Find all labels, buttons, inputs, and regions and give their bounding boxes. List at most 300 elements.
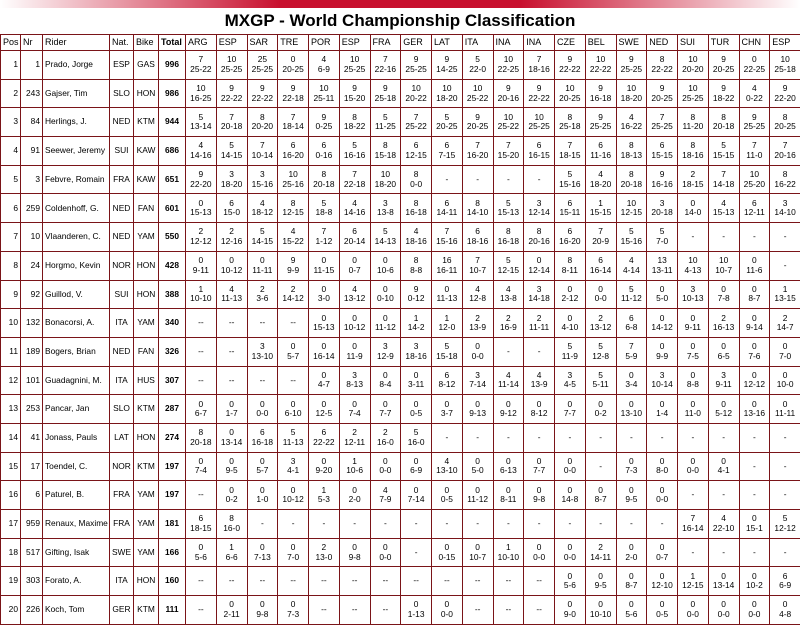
gp-points: 9: [248, 84, 278, 94]
gp-points: -: [340, 519, 370, 529]
gp-race-points: 18-15: [678, 180, 708, 190]
cell-gp-result: [770, 337, 800, 366]
gp-points: 0: [217, 457, 247, 467]
gp-race-points: 0-10: [371, 294, 401, 304]
gp-race-points: 13-11: [647, 266, 677, 276]
gp-points: -: [770, 433, 800, 443]
cell-gp-result: [739, 223, 770, 252]
gp-race-points: 10-12: [340, 323, 370, 333]
cell-gp-result: [401, 452, 432, 481]
gp-points: 0: [463, 342, 493, 352]
cell-pos: 18: [1, 538, 21, 567]
gp-race-points: 1-4: [647, 409, 677, 419]
gp-race-points: 20-25: [463, 122, 493, 132]
gp-race-points: 20-18: [309, 180, 339, 190]
cell-gp-result: [739, 510, 770, 539]
cell-gp-result: [555, 137, 586, 166]
gp-points: 5: [371, 227, 401, 237]
gp-points: 3: [340, 371, 370, 381]
gp-points: -: [678, 232, 708, 242]
gp-points: 6: [740, 199, 770, 209]
cell-gp-result: [186, 452, 217, 481]
gp-race-points: 14-7: [770, 323, 800, 333]
gp-points: 8: [371, 141, 401, 151]
cell-gp-result: [309, 223, 340, 252]
gp-race-points: 3-7: [432, 409, 462, 419]
cell-gp-result: [493, 309, 524, 338]
cell-gp-result: [339, 567, 370, 596]
cell-gp-result: [339, 165, 370, 194]
gp-points: --: [494, 576, 524, 586]
cell-rider: Herlings, J.: [43, 108, 110, 137]
gp-race-points: 11-12: [371, 323, 401, 333]
gp-points: 7: [217, 113, 247, 123]
cell-gp-result: [493, 165, 524, 194]
gp-race-points: 15-13: [186, 208, 216, 218]
gp-points: 6: [278, 141, 308, 151]
header-gp: ESP: [339, 35, 370, 51]
cell-gp-result: [339, 251, 370, 280]
cell-gp-result: [739, 452, 770, 481]
gp-race-points: 3-4: [617, 380, 647, 390]
header-row: [1, 35, 800, 51]
gp-points: 0: [709, 285, 739, 295]
gp-race-points: 25-25: [340, 65, 370, 75]
gp-race-points: 5-9: [617, 352, 647, 362]
gp-points: 5: [217, 141, 247, 151]
gp-points: 0: [340, 342, 370, 352]
gp-points: -: [524, 519, 554, 529]
gp-race-points: 14-18: [524, 294, 554, 304]
cell-bike: YAM: [134, 309, 159, 338]
gp-points: -: [586, 462, 616, 472]
cell-gp-result: [616, 452, 647, 481]
gp-points: 5: [494, 256, 524, 266]
cell-gp-result: [647, 137, 678, 166]
gp-points: -: [463, 519, 493, 529]
cell-gp-result: [493, 337, 524, 366]
cell-gp-result: [493, 108, 524, 137]
gp-race-points: 4-1: [709, 466, 739, 476]
gp-points: 0: [647, 285, 677, 295]
cell-gp-result: [401, 596, 432, 625]
gp-points: 8: [309, 170, 339, 180]
cell-nr: 253: [21, 395, 43, 424]
cell-gp-result: [247, 395, 278, 424]
gp-points: --: [524, 605, 554, 615]
cell-gp-result: [493, 51, 524, 80]
gp-race-points: 15-16: [432, 237, 462, 247]
cell-gp-result: [186, 596, 217, 625]
gp-points: -: [248, 519, 278, 529]
cell-gp-result: [585, 481, 616, 510]
table-body: [1, 51, 800, 625]
gp-points: 10: [524, 113, 554, 123]
gp-race-points: 10-7: [463, 266, 493, 276]
cell-nr: 959: [21, 510, 43, 539]
cell-gp-result: [309, 366, 340, 395]
table-row: [1, 251, 800, 280]
cell-gp-result: [401, 337, 432, 366]
cell-nat: ESP: [110, 51, 134, 80]
gp-race-points: 0-12: [401, 294, 431, 304]
cell-gp-result: [247, 538, 278, 567]
cell-nat: ITA: [110, 366, 134, 395]
gp-race-points: 22-0: [463, 65, 493, 75]
cell-gp-result: [616, 366, 647, 395]
cell-gp-result: [708, 596, 739, 625]
gp-points: 2: [524, 314, 554, 324]
cell-gp-result: [432, 309, 463, 338]
gp-race-points: 8-7: [617, 581, 647, 591]
gp-race-points: 16-18: [494, 237, 524, 247]
gp-race-points: 7-5: [678, 352, 708, 362]
gp-points: 9: [524, 84, 554, 94]
gp-race-points: 12-8: [463, 294, 493, 304]
cell-pos: 8: [1, 251, 21, 280]
cell-gp-result: [493, 280, 524, 309]
gp-points: 0: [401, 400, 431, 410]
gp-points: 7: [647, 113, 677, 123]
header-gp: ITA: [462, 35, 493, 51]
gp-points: 16: [432, 256, 462, 266]
gp-points: 6: [770, 572, 800, 582]
gp-points: 9: [586, 84, 616, 94]
gp-race-points: 0-0: [709, 610, 739, 620]
cell-gp-result: [647, 51, 678, 80]
gp-points: 0: [740, 342, 770, 352]
gp-race-points: 12-12: [740, 380, 770, 390]
gp-points: 3: [371, 199, 401, 209]
cell-bike: YAM: [134, 481, 159, 510]
gp-points: 0: [678, 600, 708, 610]
gp-points: 0: [740, 371, 770, 381]
cell-nat: NED: [110, 223, 134, 252]
gp-race-points: 18-16: [678, 151, 708, 161]
cell-gp-result: [339, 423, 370, 452]
gp-race-points: 11-13: [278, 438, 308, 448]
cell-gp-result: [678, 251, 709, 280]
gp-points: 5: [770, 514, 800, 524]
gp-race-points: 18-15: [186, 524, 216, 534]
gp-points: 9: [709, 84, 739, 94]
gp-race-points: 22-18: [340, 180, 370, 190]
gp-race-points: 25-22: [463, 94, 493, 104]
cell-bike: FAN: [134, 337, 159, 366]
cell-gp-result: [432, 395, 463, 424]
gp-points: 0: [371, 256, 401, 266]
cell-pos: 10: [1, 309, 21, 338]
gp-race-points: 22-18: [278, 94, 308, 104]
gp-points: 6: [617, 314, 647, 324]
cell-gp-result: [370, 309, 401, 338]
cell-nr: 303: [21, 567, 43, 596]
gp-race-points: 4-7: [309, 380, 339, 390]
gp-race-points: 25-18: [555, 122, 585, 132]
cell-gp-result: [493, 452, 524, 481]
gp-race-points: 0-0: [371, 466, 401, 476]
gp-points: 0: [647, 600, 677, 610]
gp-points: 5: [494, 199, 524, 209]
cell-gp-result: [770, 51, 800, 80]
cell-gp-result: [339, 395, 370, 424]
gp-points: 9: [278, 256, 308, 266]
cell-gp-result: [678, 79, 709, 108]
cell-gp-result: [462, 596, 493, 625]
cell-gp-result: [339, 309, 370, 338]
gp-points: 1: [340, 457, 370, 467]
gp-points: 7: [340, 170, 370, 180]
gp-points: -: [432, 175, 462, 185]
gp-race-points: 15-13: [494, 208, 524, 218]
cell-bike: FAN: [134, 194, 159, 223]
gp-points: 8: [770, 113, 800, 123]
gp-race-points: 14-12: [278, 294, 308, 304]
gp-points: 0: [740, 314, 770, 324]
cell-gp-result: [647, 223, 678, 252]
gp-race-points: 8-7: [740, 294, 770, 304]
cell-gp-result: [432, 337, 463, 366]
gp-points: 10: [678, 256, 708, 266]
cell-gp-result: [339, 79, 370, 108]
cell-nr: 259: [21, 194, 43, 223]
gp-race-points: 16-18: [401, 208, 431, 218]
gp-race-points: 20-25: [647, 94, 677, 104]
cell-gp-result: [770, 423, 800, 452]
cell-gp-result: [616, 567, 647, 596]
cell-gp-result: [186, 423, 217, 452]
cell-gp-result: [524, 309, 555, 338]
gp-points: 0: [586, 400, 616, 410]
gp-race-points: 10-12: [278, 495, 308, 505]
cell-gp-result: [770, 366, 800, 395]
cell-gp-result: [585, 596, 616, 625]
cell-gp-result: [247, 108, 278, 137]
gp-race-points: 14-16: [186, 151, 216, 161]
table-row: [1, 108, 800, 137]
gp-race-points: 8-7: [586, 495, 616, 505]
cell-gp-result: [524, 165, 555, 194]
gp-race-points: 15-13: [309, 323, 339, 333]
gp-race-points: 9-11: [709, 380, 739, 390]
cell-gp-result: [186, 51, 217, 80]
cell-gp-result: [708, 337, 739, 366]
gp-race-points: 13-9: [524, 380, 554, 390]
gp-race-points: 15-22: [278, 237, 308, 247]
cell-rider: Febvre, Romain: [43, 165, 110, 194]
gp-points: 9: [432, 55, 462, 65]
gp-race-points: 0-0: [432, 610, 462, 620]
gp-points: 4: [494, 285, 524, 295]
gp-points: 0: [555, 285, 585, 295]
cell-gp-result: [739, 251, 770, 280]
cell-nr: 84: [21, 108, 43, 137]
cell-nr: 132: [21, 309, 43, 338]
gp-points: 2: [217, 227, 247, 237]
gp-race-points: 20-18: [217, 122, 247, 132]
cell-pos: 15: [1, 452, 21, 481]
cell-gp-result: [708, 452, 739, 481]
cell-gp-result: [739, 108, 770, 137]
gp-points: -: [432, 519, 462, 529]
cell-gp-result: [770, 538, 800, 567]
gp-race-points: 16-11: [432, 266, 462, 276]
cell-gp-result: [401, 395, 432, 424]
cell-gp-result: [278, 510, 309, 539]
gp-race-points: 8-4: [371, 380, 401, 390]
gp-points: 10: [678, 55, 708, 65]
gp-race-points: 18-22: [340, 122, 370, 132]
cell-bike: KAW: [134, 165, 159, 194]
gp-points: 0: [309, 314, 339, 324]
cell-gp-result: [247, 79, 278, 108]
gp-points: -: [770, 548, 800, 558]
gp-points: 0: [309, 342, 339, 352]
gp-race-points: 9-11: [186, 266, 216, 276]
cell-gp-result: [216, 251, 247, 280]
cell-gp-result: [309, 567, 340, 596]
gp-race-points: 7-9: [371, 495, 401, 505]
cell-gp-result: [247, 51, 278, 80]
gp-points: 0: [248, 600, 278, 610]
gp-points: 0: [617, 543, 647, 553]
gp-race-points: 9-5: [217, 466, 247, 476]
table-row: [1, 194, 800, 223]
cell-gp-result: [247, 452, 278, 481]
cell-rider: Pancar, Jan: [43, 395, 110, 424]
cell-gp-result: [370, 251, 401, 280]
gp-points: 3: [524, 285, 554, 295]
cell-gp-result: [739, 481, 770, 510]
cell-gp-result: [493, 538, 524, 567]
gp-points: -: [401, 548, 431, 558]
gp-race-points: 18-20: [432, 94, 462, 104]
gp-race-points: 5-3: [309, 495, 339, 505]
cell-bike: KTM: [134, 596, 159, 625]
cell-gp-result: [462, 165, 493, 194]
gp-points: -: [740, 433, 770, 443]
gp-points: -: [524, 175, 554, 185]
cell-nat: SLO: [110, 79, 134, 108]
gp-points: 5: [709, 141, 739, 151]
gp-race-points: 25-25: [401, 65, 431, 75]
gp-points: 0: [678, 371, 708, 381]
cell-gp-result: [555, 309, 586, 338]
gp-race-points: 16-18: [248, 438, 278, 448]
cell-gp-result: [462, 280, 493, 309]
gp-race-points: 11-25: [371, 122, 401, 132]
gp-race-points: 25-25: [586, 122, 616, 132]
cell-gp-result: [309, 51, 340, 80]
gp-race-points: 12-14: [524, 266, 554, 276]
cell-gp-result: [432, 596, 463, 625]
gp-points: -: [740, 462, 770, 472]
gp-points: 2: [248, 285, 278, 295]
cell-gp-result: [555, 481, 586, 510]
gp-race-points: 15-15: [709, 151, 739, 161]
table-row: [1, 366, 800, 395]
gp-points: --: [309, 576, 339, 586]
gp-race-points: 13-15: [770, 294, 800, 304]
cell-gp-result: [585, 423, 616, 452]
gp-race-points: 25-25: [740, 122, 770, 132]
cell-gp-result: [555, 567, 586, 596]
gp-points: 8: [401, 170, 431, 180]
cell-nr: 226: [21, 596, 43, 625]
cell-gp-result: [647, 79, 678, 108]
cell-gp-result: [616, 194, 647, 223]
gp-race-points: 16-20: [555, 237, 585, 247]
cell-pos: 1: [1, 51, 21, 80]
gp-points: 6: [432, 141, 462, 151]
gp-points: 4: [524, 371, 554, 381]
cell-bike: YAM: [134, 538, 159, 567]
gp-points: 8: [617, 141, 647, 151]
cell-gp-result: [432, 51, 463, 80]
cell-gp-result: [555, 165, 586, 194]
gp-points: 0: [740, 600, 770, 610]
gp-points: --: [309, 605, 339, 615]
gp-race-points: 9-9: [278, 266, 308, 276]
gp-points: 5: [401, 428, 431, 438]
cell-total: 111: [159, 596, 186, 625]
gp-race-points: 13-12: [340, 294, 370, 304]
table-row: [1, 165, 800, 194]
cell-total: 996: [159, 51, 186, 80]
cell-gp-result: [647, 309, 678, 338]
gp-race-points: 11-11: [524, 323, 554, 333]
gp-points: 0: [770, 371, 800, 381]
gp-points: --: [278, 318, 308, 328]
gp-race-points: 25-18: [770, 65, 800, 75]
gp-race-points: 8-11: [555, 266, 585, 276]
gp-race-points: 12-5: [309, 409, 339, 419]
gp-race-points: 4-13: [678, 266, 708, 276]
cell-gp-result: [278, 108, 309, 137]
cell-pos: 3: [1, 108, 21, 137]
gp-race-points: 11-12: [617, 294, 647, 304]
gp-points: 6: [555, 227, 585, 237]
cell-gp-result: [370, 481, 401, 510]
cell-pos: 17: [1, 510, 21, 539]
table-row: [1, 79, 800, 108]
gp-race-points: 18-16: [401, 237, 431, 247]
cell-total: 550: [159, 223, 186, 252]
cell-gp-result: [555, 280, 586, 309]
gp-points: 7: [309, 227, 339, 237]
cell-gp-result: [401, 366, 432, 395]
gp-race-points: 10-0: [770, 380, 800, 390]
cell-gp-result: [370, 337, 401, 366]
gp-points: 0: [371, 371, 401, 381]
cell-gp-result: [493, 251, 524, 280]
gp-points: 0: [217, 256, 247, 266]
cell-gp-result: [370, 137, 401, 166]
cell-gp-result: [678, 452, 709, 481]
cell-bike: HON: [134, 79, 159, 108]
gp-race-points: 25-16: [278, 180, 308, 190]
gp-race-points: 18-20: [617, 94, 647, 104]
gp-race-points: 5-0: [463, 466, 493, 476]
gp-points: -: [678, 433, 708, 443]
cell-gp-result: [401, 165, 432, 194]
gp-race-points: 20-18: [647, 208, 677, 218]
gp-race-points: 6-9: [309, 65, 339, 75]
cell-gp-result: [216, 366, 247, 395]
gp-points: 0: [463, 486, 493, 496]
gp-race-points: 1-12: [309, 237, 339, 247]
cell-nat: SUI: [110, 137, 134, 166]
